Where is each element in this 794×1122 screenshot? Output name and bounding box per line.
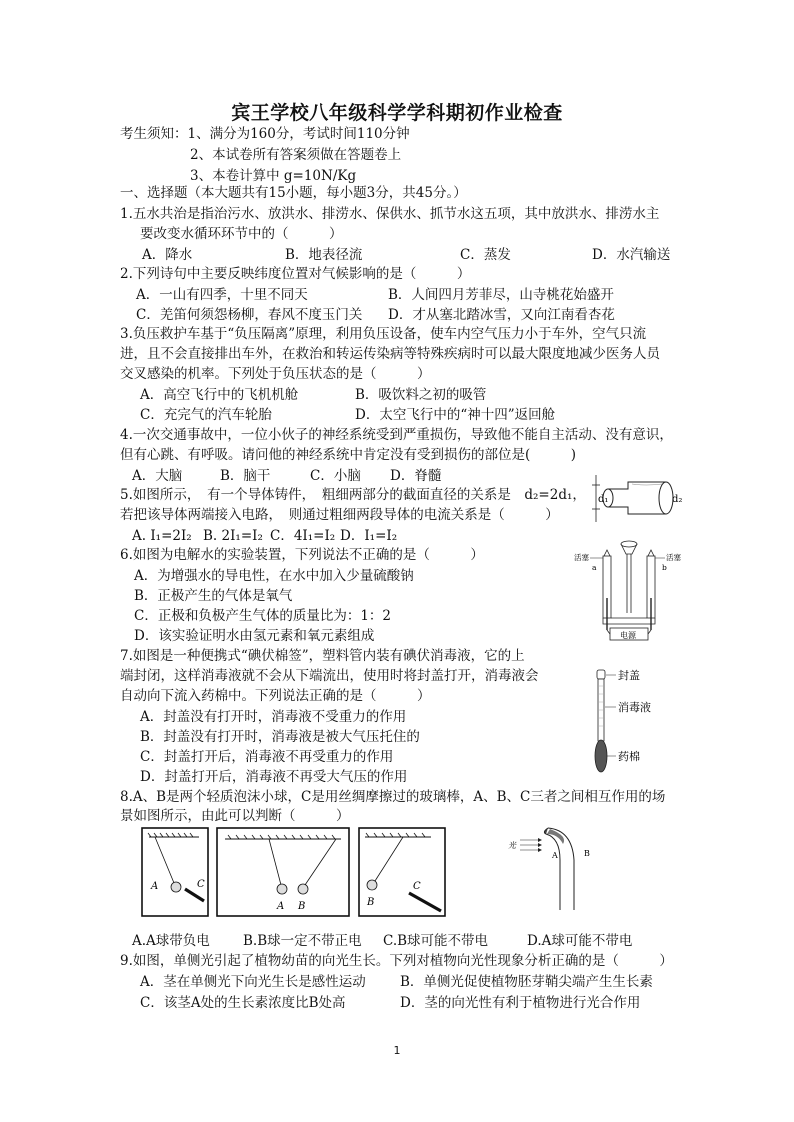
q4-option-d: D．脊髓 [390, 468, 442, 484]
stopcock-left-label: 活塞 [574, 553, 589, 562]
q7-stem-2: 端封闭，这样消毒液就不会从下端流出，使用时将封盖打开，消毒液会 [120, 668, 539, 684]
q4-option-c: C．小脑 [310, 468, 361, 484]
q1-option-a: A．降水 [142, 247, 193, 263]
liquid-label: 消毒液 [618, 701, 651, 714]
q6-stem: 6.如图为电解水的实验装置，下列说法不正确的是（ ） [120, 547, 484, 563]
electrode-b-label: b [662, 563, 667, 572]
q1-option-d: D．水汽输送 [592, 247, 671, 263]
q2-option-a: A．一山有四季，十里不同天 [136, 287, 308, 303]
q6-option-b: B．正极产生的气体是氧气 [134, 588, 293, 604]
q8-option-b: B.B球一定不带正电 [243, 933, 362, 949]
panel-1-rod-c: C [197, 879, 205, 890]
side-a-label: A [552, 851, 558, 860]
q7-option-a: A．封盖没有打开时，消毒液不受重力的作用 [140, 709, 407, 725]
q5-option-d: D．I₁=I₂ [340, 528, 398, 544]
q6-option-d: D．该实验证明水由氢元素和氧元素组成 [134, 628, 375, 644]
power-label: 电源 [620, 631, 636, 640]
electrode-a-label: a [592, 563, 597, 572]
q8-option-d: D.A球可能不带电 [527, 933, 633, 949]
panel-2 [217, 828, 349, 916]
q5-stem-2: 若把该导体两端接入电路， 则通过粗细两段导体的电流关系是（ ） [120, 507, 559, 523]
q8-stem-1: 8.A、B是两个轻质泡沫小球，C是用丝绸摩擦过的玻璃棒，A、B、C三者之间相互作用的场 [120, 789, 666, 805]
q6-option-a: A．为增强水的导电性，在水中加入少量硫酸钠 [134, 568, 414, 584]
q7-stem-1: 7.如图是一种便携式“碘伏棉签”，塑料管内装有碘伏消毒液，它的上 [120, 648, 525, 664]
q4-option-a: A．大脑 [132, 468, 183, 484]
q8-option-a: A.A球带负电 [132, 933, 210, 949]
q2-option-b: B．人间四月芳菲尽，山寺桃花始盛开 [388, 287, 614, 303]
q3-stem-2: 进，且不会直接排出车外，在救治和转运传染病等特殊疾病时可以最大限度地减少医务人员 [120, 346, 660, 362]
q2-option-d: D．才从塞北踏冰雪，又向江南看杏花 [388, 307, 615, 323]
q1-option-b: B．地表径流 [285, 247, 363, 263]
panel-3-rod-c: C [413, 881, 421, 892]
q8-option-c: C.B球可能不带电 [383, 933, 489, 949]
conductor-casting-figure [586, 472, 686, 527]
q3-option-b: B．吸饮料之初的吸管 [355, 387, 487, 403]
panel-3 [359, 828, 445, 916]
panel-2-ball-b: B [298, 901, 306, 912]
q1-stem-2: 要改变水循环环节中的（ ） [140, 226, 343, 242]
q3-option-a: A．高空飞行中的飞机机舱 [140, 387, 299, 403]
page-number: 1 [393, 1044, 401, 1057]
panel-1-ball-a: A [151, 881, 159, 892]
notice-line-3: 3、本卷计算中 g=10N/Kg [190, 168, 357, 184]
panel-2-ball-a: A [277, 901, 285, 912]
q9-option-a: A．茎在单侧光下向光生长是感性运动 [140, 974, 366, 990]
page-title: 宾王学校八年级科学学科期初作业检查 [231, 102, 563, 124]
q1-option-c: C．蒸发 [460, 247, 511, 263]
electrolysis-figure [574, 538, 684, 644]
q4-option-b: B．脑干 [220, 468, 271, 484]
q3-option-c: C．充完气的汽车轮胎 [140, 407, 272, 423]
panel-3-ball-b: B [367, 897, 375, 908]
q9-stem: 9.如图，单侧光引起了植物幼苗的向光生长。下列对植物向光性现象分析正确的是（ ） [120, 953, 673, 969]
q8-stem-2: 景如图所示，由此可以判断（ ） [120, 808, 350, 824]
cotton-label: 药棉 [618, 750, 640, 763]
q7-option-b: B．封盖没有打开时，消毒液是被大气压托住的 [140, 729, 420, 745]
q6-option-c: C．正极和负极产生气体的质量比为：1：2 [134, 608, 392, 624]
q4-stem-1: 4.一次交通事故中，一位小伙子的神经系统受到严重损伤，导致他不能自主活动、没有意识， [120, 427, 673, 443]
q4-stem-2: 但有心跳、有呼吸。请问他的神经系统中肯定没有受到损伤的部位是( ) [120, 447, 577, 463]
q3-stem-1: 3.负压救护车基于“负压隔离”原理，利用负压设备，使车内空气压力小于车外，空气只流 [120, 326, 647, 342]
plant-phototropism-figure [506, 826, 606, 916]
q3-option-d: D．太空飞行中的“神十四”返回舱 [355, 407, 556, 423]
stopcock-right-label: 活塞 [666, 553, 681, 562]
q7-option-c: C．封盖打开后，消毒液不再受重力的作用 [140, 749, 394, 765]
notice-line-1: 考生须知：1、满分为160分，考试时间110分钟 [120, 126, 410, 142]
side-b-label: B [584, 849, 590, 858]
q5-option-c: C．4I₁=I₂ [270, 528, 336, 544]
q2-stem: 2.下列诗句中主要反映纬度位置对气候影响的是（ ） [120, 266, 471, 282]
q7-stem-3: 自动向下流入药棉中。下列说法正确的是（ ） [120, 688, 431, 704]
q1-stem-1: 1.五水共治是指治污水、放洪水、排涝水、保供水、抓节水这五项，其中放洪水、排涝水主 [120, 206, 660, 222]
cap-label: 封盖 [618, 669, 640, 682]
notice-line-2: 2、本试卷所有答案须做在答题卷上 [190, 147, 402, 163]
charged-balls-figure [141, 827, 447, 919]
d2-label: d₂ [672, 494, 683, 505]
q5-option-b: B. 2I₁=I₂ [203, 528, 263, 544]
q2-option-c: C．羌笛何须怨杨柳，春风不度玉门关 [136, 307, 363, 323]
d1-label: d₁ [598, 494, 609, 505]
q5-option-a: A. I₁=2I₂ [132, 528, 192, 544]
q9-option-c: C．该茎A处的生长素浓度比B处高 [140, 995, 346, 1011]
q9-option-d: D．茎的向光性有利于植物进行光合作用 [400, 995, 641, 1011]
panel-1 [142, 828, 208, 916]
section-heading: 一、选择题（本大题共有15小题，每小题3分，共45分。） [120, 185, 467, 201]
light-label: 光 [508, 841, 516, 850]
q3-stem-3: 交叉感染的机率。下列处于负压状态的是（ ） [120, 366, 431, 382]
q5-stem-1: 5.如图所示， 有一个导体铸件， 粗细两部分的截面直径的关系是 d₂=2d₁， [120, 487, 586, 503]
q9-option-b: B．单侧光促使植物胚芽鞘尖端产生生长素 [400, 974, 653, 990]
q7-option-d: D．封盖打开后，消毒液不再受大气压的作用 [140, 769, 408, 785]
iodine-swab-figure [588, 666, 668, 778]
